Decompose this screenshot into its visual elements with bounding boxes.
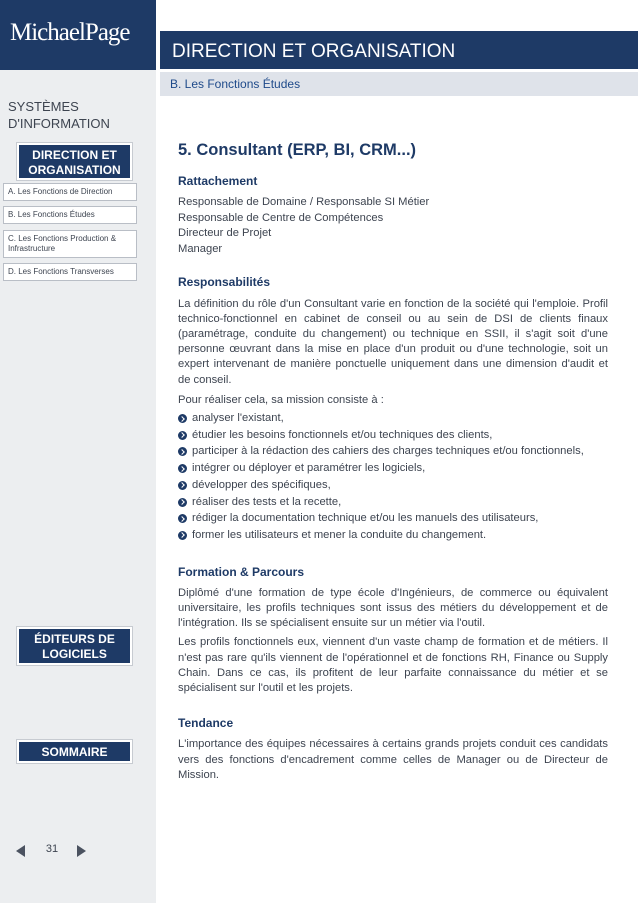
chevron-right-icon: [178, 414, 187, 423]
responsabilites-paragraph: La définition du rôle d'un Consultant varie en fonction de la société qui l'emploie. Profil technico-fonctionnel en cabinet de conseil ou au sein de DSI de clients finaux (paramétrage, conduite du changement) ou technique en SSII, il s'agit soit d'une personne œuvrant dans la mise en place d'un produit ou d'une technologie, soit un expert intervenant de manière ponctuelle uniquement dans une dimension d'audit et de conseil.: [178, 297, 608, 386]
chevron-right-icon: [178, 498, 187, 507]
chevron-right-icon: [178, 431, 187, 440]
editeurs-logiciels-button[interactable]: [17, 627, 132, 665]
button-label-line-1: DIRECTION ET: [32, 148, 117, 162]
sommaire-button[interactable]: SOMMAIRE: [17, 740, 132, 763]
formation-paragraph: Les profils fonctionnels eux, viennent d'un vaste champ de formation et de métiers. Il n'est pas rare qu'ils viennent de l'opérationnel et de fonctions RH, Finance ou Supply Chain. Dans ce cas, ils profitent de leur parfaite connaissance du métier et se spécialisent sur l'outil et les projets.: [178, 636, 608, 695]
previous-page-icon[interactable]: [16, 845, 25, 857]
chevron-right-icon: [178, 514, 187, 523]
list-item: développer des spécifiques,: [178, 478, 608, 493]
nav-item-fonctions-transverses[interactable]: D. Les Fonctions Transverses: [3, 263, 137, 281]
section-heading-responsabilites: Responsabilités: [178, 275, 271, 290]
chevron-right-icon: [178, 447, 187, 456]
button-label-line-2: LOGICIELS: [42, 647, 107, 661]
nav-item-fonctions-direction[interactable]: A. Les Fonctions de Direction: [3, 183, 137, 201]
rattachement-line: Manager: [178, 242, 223, 255]
list-item: rédiger la documentation technique et/ou les manuels des utilisateurs,: [178, 511, 608, 526]
main-content: [178, 143, 608, 783]
next-page-icon[interactable]: [77, 845, 86, 857]
button-label-line-2: ORGANISATION: [28, 163, 121, 177]
chevron-right-icon: [178, 531, 187, 540]
rattachement-line: Responsable de Centre de Compétences: [178, 211, 384, 224]
list-item: analyser l'existant,: [178, 411, 608, 426]
sidebar: [0, 0, 156, 903]
chevron-right-icon: [178, 481, 187, 490]
section-title: SYSTÈMES D'INFORMATION: [8, 99, 110, 131]
nav-item-fonctions-etudes[interactable]: B. Les Fonctions Études: [3, 206, 137, 224]
list-item: former les utilisateurs et mener la conduite du changement.: [178, 528, 608, 543]
list-item: étudier les besoins fonctionnels et/ou techniques des clients,: [178, 428, 608, 443]
page-header-title: DIRECTION ET ORGANISATION: [160, 31, 638, 69]
nav-item-fonctions-production[interactable]: C. Les Fonctions Production & Infrastructure: [3, 230, 137, 258]
section-heading-rattachement: Rattachement: [178, 174, 258, 189]
section-heading-formation: Formation & Parcours: [178, 564, 305, 579]
michael-page-logo[interactable]: MichaelPage: [0, 0, 156, 70]
page-header-subtitle: B. Les Fonctions Études: [160, 72, 638, 96]
tendance-paragraph: L'importance des équipes nécessaires à certains grands projets conduit ces candidats vers des fonctions d'encadrement comme celles de Manager ou de Directeur de Mission.: [178, 738, 608, 781]
rattachement-line: Directeur de Projet: [178, 227, 272, 240]
list-item: réaliser des tests et la recette,: [178, 495, 608, 510]
page-number: 31: [45, 843, 59, 855]
mission-intro: Pour réaliser cela, sa mission consiste à :: [178, 393, 384, 406]
direction-organisation-button[interactable]: [17, 143, 132, 180]
button-label-line-1: ÉDITEURS DE: [34, 632, 115, 646]
list-item: participer à la rédaction des cahiers des charges techniques et/ou fonctionnels,: [178, 444, 608, 459]
rattachement-line: Responsable de Domaine / Responsable SI Métier: [178, 196, 430, 209]
rattachement-list: [178, 195, 608, 257]
list-item: intégrer ou déployer et paramétrer les logiciels,: [178, 461, 608, 476]
formation-paragraph: Diplômé d'une formation de type école d'Ingénieurs, de commerce ou équivalent universitaire, les profils techniques sont issus des métiers du développement et de l'intégration. Ils se spécialisent ensuite sur un métier via l'outil.: [178, 586, 608, 630]
job-title: 5. Consultant (ERP, BI, CRM...): [178, 141, 417, 159]
chevron-right-icon: [178, 464, 187, 473]
pager: [16, 843, 96, 859]
mission-list: [178, 411, 608, 543]
section-heading-tendance: Tendance: [178, 716, 234, 731]
